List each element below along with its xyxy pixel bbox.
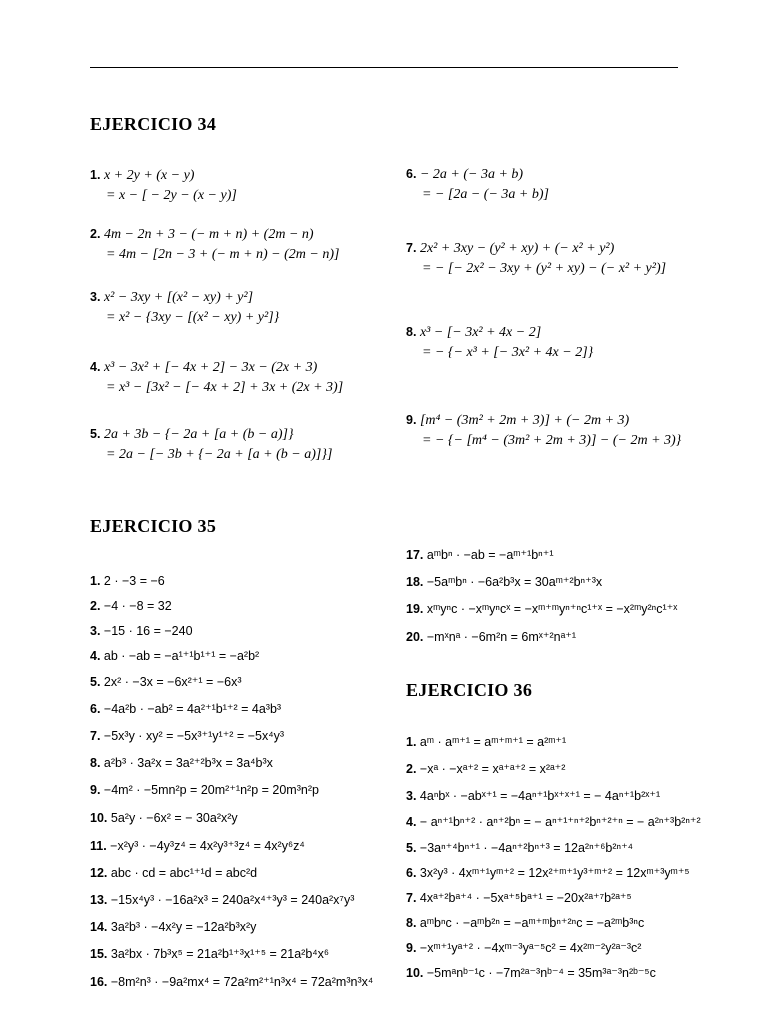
expression: 4aⁿbˣ · −abˣ⁺¹ = −4aⁿ⁺¹bˣ⁺ˣ⁺¹ = − 4aⁿ⁺¹b²ˣ⁺¹	[419, 789, 661, 803]
expression: − 2a + (− 3a + b)	[419, 167, 524, 182]
expression: aᵐ · aᵐ⁺¹ = aᵐ⁺ᵐ⁺¹ = a²ᵐ⁺¹	[419, 735, 567, 749]
ej35-item-8	[90, 753, 273, 773]
ej36-item-8	[406, 913, 644, 933]
ej34-item-4	[90, 357, 343, 398]
expression: xᵐyⁿc · −xᵐyⁿcˣ = −xᵐ⁺ᵐyⁿ⁺ⁿc¹⁺ˣ = −x²ᵐy²ⁿc¹⁺ˣ	[426, 602, 678, 616]
item-number: 1.	[90, 574, 101, 588]
ej36-item-1	[406, 732, 566, 752]
ej35-item-13	[90, 890, 354, 910]
item-number: 5.	[90, 675, 101, 689]
expression-continuation: = 4m − [2n − 3 + (− m + n) − (2m − n)]	[106, 247, 340, 262]
item-number: 3.	[406, 789, 417, 803]
expression: aᵐbⁿc · −aᵐb²ⁿ = −aᵐ⁺ᵐbⁿ⁺²ⁿc = −a²ᵐb³ⁿc	[419, 916, 645, 930]
ej35-item-7	[90, 726, 284, 746]
ej34-item-8	[406, 322, 593, 363]
item-number: 4.	[406, 815, 417, 829]
ej36-item-10	[406, 963, 656, 983]
expression: 4m − 2n + 3 − (− m + n) + (2m − n)	[103, 227, 314, 242]
ej35-item-16	[90, 972, 373, 992]
item-number: 19.	[406, 602, 424, 616]
item-number: 15.	[90, 947, 108, 961]
expression: a²b³ · 3a²x = 3a²⁺²b³x = 3a⁴b³x	[103, 756, 273, 770]
expression: −4m² · −5mn²p = 20m²⁺¹n²p = 20m³n²p	[103, 783, 319, 797]
expression: 5a²y · −6x² = − 30a²x²y	[110, 811, 238, 825]
expression: [m⁴ − (3m² + 2m + 3)] + (− 2m + 3)	[419, 413, 630, 428]
expression: x + 2y + (x − y)	[103, 168, 195, 183]
expression: 2a + 3b − {− 2a + [a + (b − a)]}	[103, 427, 294, 442]
ej36-item-2	[406, 759, 565, 779]
expression: −5x³y · xy² = −5x³⁺¹y¹⁺² = −5x⁴y³	[103, 729, 284, 743]
expression: aᵐbⁿ · −ab = −aᵐ⁺¹bⁿ⁺¹	[426, 548, 554, 562]
ej35-item-5	[90, 672, 241, 692]
ej34-item-3	[90, 287, 279, 328]
expression: x³ − 3x² + [− 4x + 2] − 3x − (2x + 3)	[103, 360, 318, 375]
expression: ab · −ab = −a¹⁺¹b¹⁺¹ = −a²b²	[103, 649, 260, 663]
expression: −5mᵃnᵇ⁻¹c · −7m²ᵃ⁻³nᵇ⁻⁴ = 35m³ᵃ⁻³n²ᵇ⁻⁵c	[426, 966, 656, 980]
expression-continuation: = x − [ − 2y − (x − y)]	[106, 188, 237, 203]
expression: 2x² + 3xy − (y² + xy) + (− x² + y²)	[419, 241, 615, 256]
ej35-item-20	[406, 627, 576, 647]
item-number: 11.	[90, 839, 107, 853]
item-number: 14.	[90, 920, 108, 934]
ej35-item-3	[90, 621, 193, 641]
item-number: 20.	[406, 630, 424, 644]
ej35-item-4	[90, 646, 259, 666]
ej36-item-4	[406, 812, 701, 832]
ej35-item-12	[90, 863, 257, 883]
ej35-item-15	[90, 944, 329, 964]
expression-continuation: = 2a − [− 3b + {− 2a + [a + (b − a)]}]	[106, 447, 333, 462]
expression-continuation: = − [− 2x² − 3xy + (y² + xy) − (− x² + y²)]	[422, 261, 667, 276]
item-number: 9.	[406, 941, 417, 955]
top-rule	[90, 67, 678, 68]
expression: −15 · 16 = −240	[103, 624, 193, 638]
expression: 3x²y³ · 4xᵐ⁺¹yᵐ⁺² = 12x²⁺ᵐ⁺¹y³⁺ᵐ⁺² = 12xᵐ⁺³yᵐ⁺⁵	[419, 866, 690, 880]
ej35-item-17	[406, 545, 554, 565]
expression: 3a²b³ · −4x²y = −12a²b³x²y	[110, 920, 257, 934]
ej35-item-2	[90, 596, 172, 616]
ej36-item-5	[406, 838, 633, 858]
expression-continuation: = − {− [m⁴ − (3m² + 2m + 3)] − (− 2m + 3)}	[422, 433, 682, 448]
item-number: 8.	[406, 916, 417, 930]
item-number: 1.	[406, 735, 417, 749]
expression: 2 · −3 = −6	[103, 574, 165, 588]
ej34-item-7	[406, 238, 666, 279]
ej36-item-3	[406, 786, 660, 806]
expression: −x²y³ · −4y³z⁴ = 4x²y³⁺³z⁴ = 4x²y⁶z⁴	[110, 839, 305, 853]
ej34-item-1	[90, 165, 237, 206]
expression: 4xᵃ⁺²bᵃ⁺⁴ · −5xᵃ⁺⁵bᵃ⁺¹ = −20x²ᵃ⁺⁷b²ᵃ⁺⁵	[419, 891, 632, 905]
item-number: 2.	[90, 599, 101, 613]
expression: −4a²b · −ab² = 4a²⁺¹b¹⁺² = 4a³b³	[103, 702, 282, 716]
expression-continuation: = − [2a − (− 3a + b)]	[422, 187, 549, 202]
ej36-item-9	[406, 938, 641, 958]
item-number: 3.	[90, 290, 101, 304]
expression-continuation: = − {− x³ + [− 3x² + 4x − 2]}	[422, 345, 594, 360]
item-number: 16.	[90, 975, 108, 989]
item-number: 6.	[406, 866, 417, 880]
expression: −3aⁿ⁺⁴bⁿ⁺¹ · −4aⁿ⁺²bⁿ⁺³ = 12a²ⁿ⁺⁶b²ⁿ⁺⁴	[419, 841, 634, 855]
ej35-item-6	[90, 699, 281, 719]
ej34-item-9	[406, 410, 681, 451]
ej36-item-7	[406, 888, 632, 908]
ej36-item-6	[406, 863, 690, 883]
expression: − aⁿ⁺¹bⁿ⁺² · aⁿ⁺²bⁿ = − aⁿ⁺¹⁺ⁿ⁺²bⁿ⁺²⁺ⁿ = − a²ⁿ⁺³b²ⁿ⁺²	[419, 815, 701, 829]
ej35-item-9	[90, 780, 319, 800]
item-number: 18.	[406, 575, 424, 589]
ej35-item-14	[90, 917, 256, 937]
expression: −mˣnᵃ · −6m²n = 6mˣ⁺²nᵃ⁺¹	[426, 630, 577, 644]
item-number: 7.	[90, 729, 101, 743]
expression: x³ − [− 3x² + 4x − 2]	[419, 325, 542, 340]
item-number: 6.	[90, 702, 101, 716]
expression: −xᵃ · −xᵃ⁺² = xᵃ⁺ᵃ⁺² = x²ᵃ⁺²	[419, 762, 566, 776]
item-number: 9.	[406, 413, 417, 427]
heading-ejercicio-36: EJERCICIO 36	[406, 680, 533, 700]
expression: −15x⁴y³ · −16a²x³ = 240a²x⁴⁺³y³ = 240a²x⁷y³	[110, 893, 355, 907]
item-number: 8.	[90, 756, 101, 770]
item-number: 10.	[90, 811, 108, 825]
item-number: 10.	[406, 966, 424, 980]
item-number: 12.	[90, 866, 108, 880]
item-number: 5.	[90, 427, 101, 441]
ej34-item-6	[406, 164, 549, 205]
item-number: 17.	[406, 548, 424, 562]
ej35-item-11	[90, 836, 305, 856]
ej35-item-19	[406, 599, 677, 619]
expression: x² − 3xy + [(x² − xy) + y²]	[103, 290, 254, 305]
expression: −8m²n³ · −9a²mx⁴ = 72a²m²⁺¹n³x⁴ = 72a²m³n³x⁴	[110, 975, 374, 989]
ej34-item-5	[90, 424, 332, 465]
item-number: 7.	[406, 241, 417, 255]
ej34-item-2	[90, 224, 339, 265]
item-number: 5.	[406, 841, 417, 855]
item-number: 2.	[90, 227, 101, 241]
item-number: 8.	[406, 325, 417, 339]
item-number: 3.	[90, 624, 101, 638]
item-number: 9.	[90, 783, 101, 797]
expression: −4 · −8 = 32	[103, 599, 172, 613]
item-number: 4.	[90, 360, 101, 374]
expression-continuation: = x³ − [3x² − [− 4x + 2] + 3x + (2x + 3)]	[106, 380, 344, 395]
item-number: 1.	[90, 168, 101, 182]
item-number: 2.	[406, 762, 417, 776]
expression: −5aᵐbⁿ · −6a²b³x = 30aᵐ⁺²bⁿ⁺³x	[426, 575, 603, 589]
heading-ejercicio-34: EJERCICIO 34	[90, 114, 217, 134]
expression: 2x² · −3x = −6x²⁺¹ = −6x³	[103, 675, 242, 689]
heading-ejercicio-35: EJERCICIO 35	[90, 516, 217, 536]
expression: 3a²bx · 7b³x⁵ = 21a²b¹⁺³x¹⁺⁵ = 21a²b⁴x⁶	[110, 947, 330, 961]
item-number: 4.	[90, 649, 101, 663]
expression: abc · cd = abc¹⁺¹d = abc²d	[110, 866, 258, 880]
ej35-item-18	[406, 572, 602, 592]
ej35-item-10	[90, 808, 238, 828]
expression: −xᵐ⁺¹yᵃ⁺² · −4xᵐ⁻³yᵃ⁻⁵c² = 4x²ᵐ⁻²y²ᵃ⁻³c²	[419, 941, 642, 955]
item-number: 7.	[406, 891, 417, 905]
expression-continuation: = x² − {3xy − [(x² − xy) + y²]}	[106, 310, 280, 325]
ej35-item-1	[90, 571, 165, 591]
item-number: 6.	[406, 167, 417, 181]
item-number: 13.	[90, 893, 108, 907]
